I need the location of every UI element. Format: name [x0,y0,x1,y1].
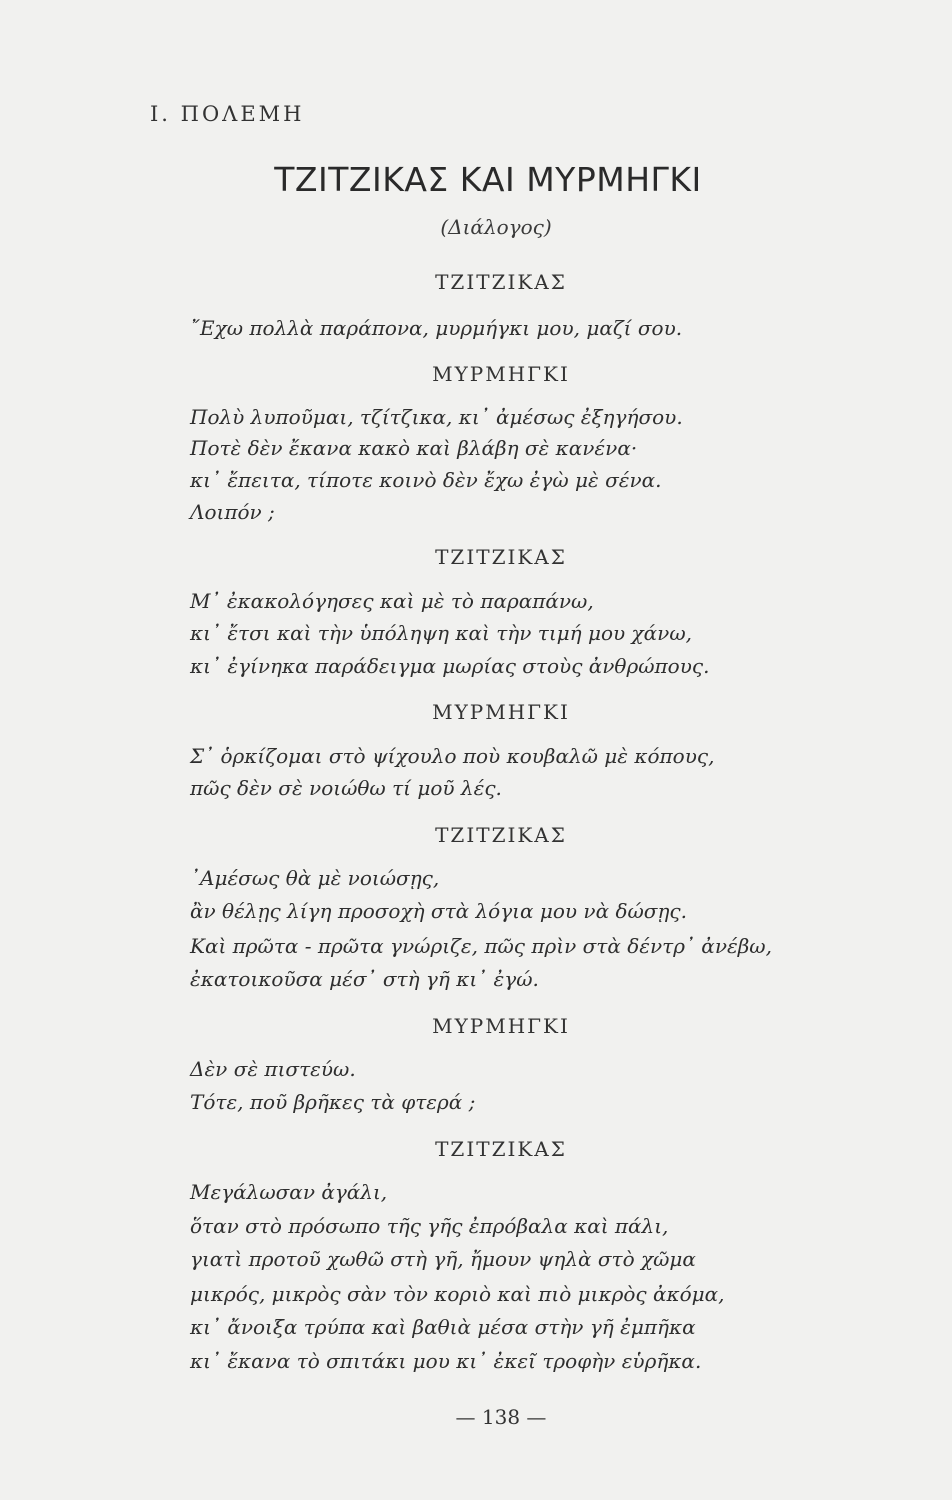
verse-line: Σ᾽ ὁρκίζομαι στὸ ψίχουλο ποὺ κουβαλῶ μὲ κόπους, [190,744,715,768]
speaker-label: ΤΖΙΤΖΙΚΑΣ [435,545,567,569]
verse-line: κι᾽ ἔτσι καὶ τὴν ὑπόληψη καὶ τὴν τιμή μου χάνω, [190,621,693,645]
verse-line: κι᾽ ἐγίνηκα παράδειγμα μωρίας στοὺς ἀνθρώπους. [190,654,710,678]
verse-line: ἂν θέλῃς λίγη προσοχὴ στὰ λόγια μου νὰ δώσῃς. [190,899,687,923]
author-heading: I. ΠΟΛΕΜΗ [150,102,305,126]
speaker-label: ΤΖΙΤΖΙΚΑΣ [435,823,567,847]
verse-line: Καὶ πρῶτα - πρῶτα γνώριζε, πῶς πρὶν στὰ δέντρ᾽ ἀνέβω, [190,934,772,958]
speaker-label: ΤΖΙΤΖΙΚΑΣ [435,270,567,294]
verse-line: πῶς δὲν σὲ νοιώθω τί μοῦ λές. [190,776,502,800]
speaker-label: ΜΥΡΜΗΓΚΙ [432,700,570,724]
verse-line: γιατὶ προτοῦ χωθῶ στὴ γῆ, ἤμουν ψηλὰ στὸ χῶμα [190,1247,696,1271]
verse-line: Μεγάλωσαν ἀγάλι, [190,1180,388,1204]
verse-line: κι᾽ ἔκανα τὸ σπιτάκι μου κι᾽ ἐκεῖ τροφὴν εὑρῆκα. [190,1349,702,1373]
verse-line: Τότε, ποῦ βρῆκες τὰ φτερά ; [190,1090,476,1114]
verse-line: Λοιπόν ; [190,500,275,524]
verse-line: ῎Εχω πολλὰ παράπονα, μυρμήγκι μου, μαζί σου. [190,316,683,340]
verse-line: ᾽Αμέσως θὰ μὲ νοιώσῃς, [190,866,440,890]
verse-line: Δὲν σὲ πιστεύω. [190,1057,356,1081]
verse-line: Ποτὲ δὲν ἔκανα κακὸ καὶ βλάβη σὲ κανένα· [190,436,638,460]
speaker-label: ΜΥΡΜΗΓΚΙ [432,1014,570,1038]
verse-line: Μ᾽ ἐκακολόγησες καὶ μὲ τὸ παραπάνω, [190,589,594,613]
speaker-label: ΤΖΙΤΖΙΚΑΣ [435,1137,567,1161]
verse-line: ὅταν στὸ πρόσωπο τῆς γῆς ἐπρόβαλα καὶ πάλι, [190,1214,669,1238]
verse-line: Πολὺ λυποῦμαι, τζίτζικα, κι᾽ ἀμέσως ἐξηγήσου. [190,405,683,429]
poem-title: ΤΖΙΤΖΙΚΑΣ ΚΑΙ ΜΥΡΜΗΓΚΙ [274,160,702,199]
verse-line: μικρός, μικρὸς σὰν τὸν κοριὸ καὶ πιὸ μικρὸς ἀκόμα, [190,1282,725,1306]
poem-subtitle: (Διάλογος) [440,215,552,239]
verse-line: ἐκατοικοῦσα μέσ᾽ στὴ γῆ κι᾽ ἐγώ. [190,967,539,991]
page-number: — 138 — [455,1405,547,1429]
speaker-label: ΜΥΡΜΗΓΚΙ [432,362,570,386]
verse-line: κι᾽ ἔπειτα, τίποτε κοινὸ δὲν ἔχω ἐγὼ μὲ σένα. [190,468,662,492]
verse-line: κι᾽ ἄνοιξα τρύπα καὶ βαθιὰ μέσα στὴν γῆ ἐμπῆκα [190,1315,696,1339]
